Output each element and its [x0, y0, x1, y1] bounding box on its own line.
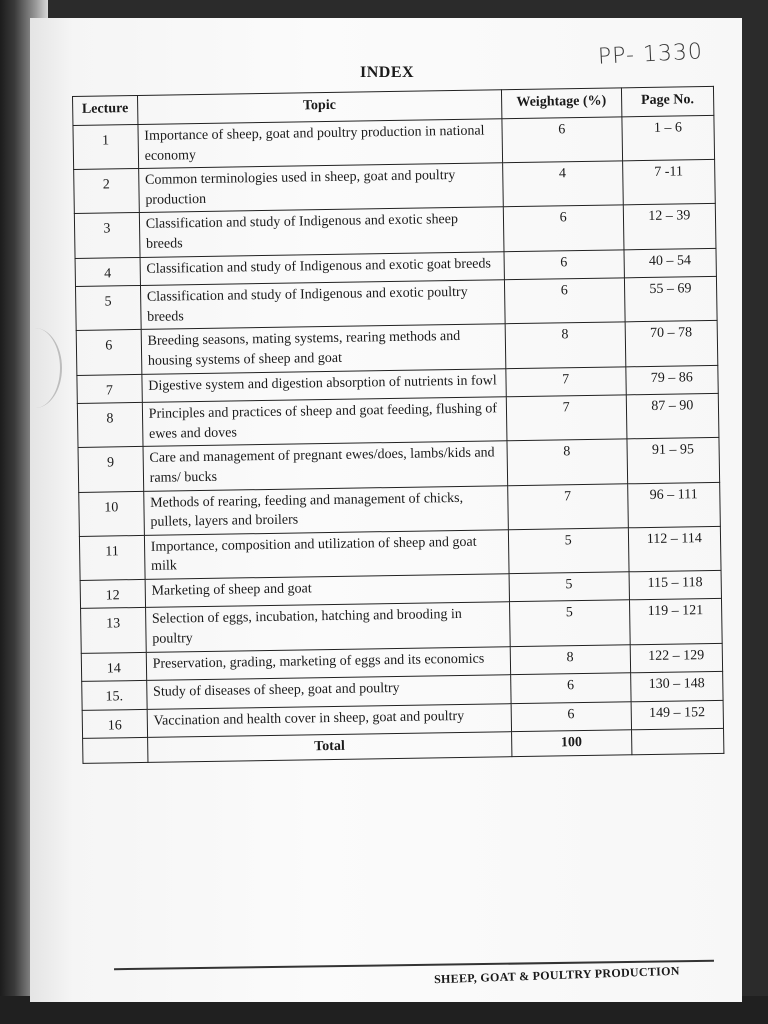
weightage-cell: 6 — [503, 205, 624, 251]
page-range-cell: 55 – 69 — [624, 277, 717, 323]
page-range-cell: 79 – 86 — [625, 365, 718, 395]
topic-cell: Methods of rearing, feeding and management of chicks, pullets, layers and broilers — [143, 485, 508, 535]
topic-cell: Breeding seasons, mating systems, rearing methods and housing systems of sheep and goat — [141, 324, 506, 374]
header-page-no: Page No. — [621, 86, 714, 116]
weightage-cell: 6 — [504, 278, 625, 324]
weightage-cell: 5 — [509, 600, 630, 646]
weightage-cell: 6 — [511, 702, 631, 732]
topic-cell: Vaccination and health cover in sheep, goat and poultry — [147, 704, 511, 738]
lecture-number: 3 — [74, 213, 139, 258]
topic-cell: Importance, composition and utilization of sheep and goat milk — [144, 529, 509, 579]
topic-cell: Common terminologies used in sheep, goat and poultry production — [138, 163, 503, 213]
index-table — [72, 86, 724, 764]
topic-cell: Classification and study of Indigenous and exotic poultry breeds — [140, 280, 505, 330]
lecture-number: 12 — [80, 579, 145, 609]
topic-cell: Digestive system and digestion absorption of nutrients in fowl — [142, 368, 506, 402]
topic-cell: Classification and study of Indigenous and exotic sheep breeds — [139, 207, 504, 257]
lecture-number: 1 — [73, 124, 138, 169]
topic-cell: Care and management of pregnant ewes/does, lambs/kids and rams/ bucks — [143, 441, 508, 491]
lecture-number: 8 — [77, 403, 142, 448]
page-range-cell: 112 – 114 — [628, 526, 721, 572]
lecture-number: 9 — [78, 447, 143, 492]
topic-cell: Classification and study of Indigenous and exotic goat breeds — [140, 251, 504, 285]
page-range-cell: 70 – 78 — [625, 321, 718, 367]
lecture-number: 11 — [79, 535, 144, 580]
index-table-wrapper — [72, 86, 726, 896]
topic-cell: Preservation, grading, marketing of eggs and its economics — [146, 646, 510, 680]
header-weightage: Weightage (%) — [501, 88, 621, 119]
lecture-number: 10 — [79, 491, 144, 536]
weightage-cell: 6 — [510, 673, 630, 703]
weightage-cell: 8 — [507, 439, 628, 485]
lecture-number: 7 — [77, 374, 142, 404]
footer-title: SHEEP, GOAT & POULTRY PRODUCTION — [433, 963, 680, 987]
topic-cell: Principles and practices of sheep and goat feeding, flushing of ewes and doves — [142, 397, 507, 447]
page-range-cell: 1 – 6 — [622, 115, 715, 161]
page-range-cell: 119 – 121 — [629, 599, 722, 645]
page-range-cell: 7 -11 — [622, 160, 715, 206]
lecture-number: 14 — [81, 652, 146, 682]
page-range-cell: 122 – 129 — [630, 643, 723, 673]
weightage-cell: 5 — [508, 528, 629, 574]
weightage-cell: 7 — [506, 366, 626, 396]
page-range-cell: 87 – 90 — [626, 394, 719, 440]
lecture-number: 5 — [75, 286, 140, 331]
weightage-cell: 6 — [504, 249, 624, 279]
page-range-cell: 149 – 152 — [631, 700, 724, 730]
total-value: 100 — [511, 730, 631, 756]
lecture-number: 15. — [82, 681, 147, 711]
lecture-number: 13 — [81, 608, 146, 653]
weightage-cell: 5 — [509, 572, 629, 602]
page-range-cell: 130 – 148 — [630, 672, 723, 702]
total-page-cell — [631, 729, 724, 755]
topic-cell: Marketing of sheep and goat — [145, 574, 509, 608]
weightage-cell: 6 — [502, 117, 623, 163]
weightage-cell: 4 — [502, 161, 623, 207]
weightage-cell: 8 — [505, 322, 626, 368]
topic-cell: Importance of sheep, goat and poultry production in national economy — [138, 119, 503, 169]
page-title: INDEX — [360, 64, 415, 81]
weightage-cell: 8 — [510, 644, 630, 674]
handwritten-code: PP- 1330 — [597, 39, 704, 70]
document-page — [30, 18, 742, 1002]
topic-cell: Study of diseases of sheep, goat and poultry — [146, 675, 510, 709]
lecture-number: 6 — [76, 330, 141, 375]
weightage-cell: 7 — [506, 395, 627, 441]
header-topic: Topic — [137, 90, 501, 125]
page-curl-mark — [30, 328, 62, 408]
page-range-cell: 115 – 118 — [629, 570, 722, 600]
weightage-cell: 7 — [507, 483, 628, 529]
total-empty-cell — [83, 738, 148, 764]
total-label: Total — [147, 732, 511, 762]
page-range-cell: 40 – 54 — [624, 248, 717, 278]
page-range-cell: 96 – 111 — [627, 482, 720, 528]
page-range-cell: 12 – 39 — [623, 204, 716, 250]
lecture-number: 4 — [75, 257, 140, 287]
lecture-number: 16 — [82, 709, 147, 739]
header-lecture: Lecture — [73, 95, 138, 125]
page-range-cell: 91 – 95 — [627, 438, 720, 484]
lecture-number: 2 — [74, 169, 139, 214]
topic-cell: Selection of eggs, incubation, hatching and brooding in poultry — [145, 602, 510, 652]
